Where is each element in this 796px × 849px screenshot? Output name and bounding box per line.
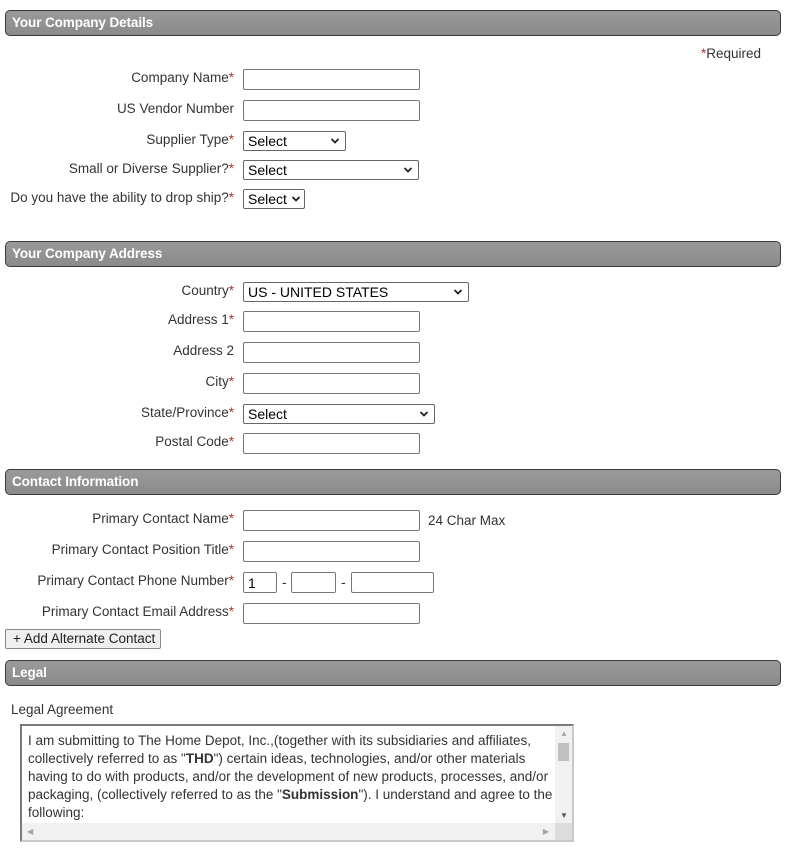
add-alternate-contact-button[interactable]: + Add Alternate Contact (5, 629, 161, 649)
legal-agreement-text: I am submitting to The Home Depot, Inc.,(together with its subsidiaries and affiliates, collectively referred to as "THD") certain ideas, technologies, and/or other materials having to do with products, and/or the development of new products, processes, and/or packaging, (collectively referred to as the "Submission"). I understand and agree to the following: (28, 733, 553, 820)
us-vendor-number-label: US Vendor Number (116, 101, 234, 116)
required-note (701, 46, 761, 61)
country-label: Country* (181, 283, 234, 298)
address2-input[interactable] (243, 342, 420, 363)
legal-agreement-textarea[interactable] (20, 724, 574, 842)
phone-country-code-input[interactable] (243, 572, 277, 593)
vertical-scrollbar[interactable] (555, 726, 572, 824)
drop-ship-select[interactable] (243, 189, 305, 209)
drop-ship-label: Do you have the ability to drop ship?* (10, 190, 234, 205)
supplier-type-select[interactable] (243, 131, 346, 151)
address1-label: Address 1* (167, 312, 234, 327)
chevron-down-icon (403, 165, 413, 175)
horizontal-scrollbar[interactable] (22, 823, 555, 840)
scroll-right-arrow-icon[interactable]: ▶ (542, 827, 549, 836)
state-province-value: Select (248, 406, 287, 422)
primary-contact-email-input[interactable] (243, 603, 420, 624)
postal-code-label: Postal Code* (155, 434, 234, 449)
primary-contact-name-label: Primary Contact Name* (92, 511, 234, 526)
section-header-legal: Legal (5, 660, 781, 686)
scroll-left-arrow-icon[interactable]: ◀ (27, 827, 34, 836)
required-asterisk: * (700, 46, 707, 61)
primary-contact-title-label: Primary Contact Position Title* (51, 542, 234, 557)
address2-label: Address 2 (173, 343, 234, 358)
supplier-type-label: Supplier Type* (146, 132, 234, 147)
postal-code-input[interactable] (243, 433, 420, 454)
scroll-up-arrow-icon[interactable]: ▲ (560, 729, 568, 738)
phone-number-input[interactable] (351, 572, 434, 593)
state-province-select[interactable] (243, 404, 435, 424)
small-diverse-supplier-select[interactable] (243, 160, 419, 180)
small-diverse-supplier-label: Small or Diverse Supplier?* (68, 161, 234, 176)
country-value: US - UNITED STATES (248, 284, 389, 300)
phone-area-code-input[interactable] (291, 572, 336, 593)
company-name-label: Company Name* (131, 70, 234, 85)
char-max-hint: 24 Char Max (428, 513, 506, 528)
chevron-down-icon (330, 136, 340, 146)
phone-separator: - (282, 574, 287, 590)
us-vendor-number-input[interactable] (243, 100, 420, 121)
primary-contact-title-input[interactable] (243, 541, 420, 562)
city-input[interactable] (243, 373, 420, 394)
section-header-company-details: Your Company Details (5, 10, 781, 36)
required-note-text: Required (706, 46, 761, 61)
primary-contact-name-input[interactable] (243, 510, 420, 531)
chevron-down-icon (419, 409, 429, 419)
company-name-input[interactable] (243, 69, 420, 90)
scrollbar-corner (555, 823, 572, 840)
primary-contact-phone-label: Primary Contact Phone Number* (37, 573, 234, 588)
section-header-contact-information: Contact Information (5, 469, 781, 495)
city-label: City* (205, 374, 234, 389)
vertical-scroll-thumb[interactable] (558, 743, 569, 761)
supplier-type-value: Select (248, 133, 287, 149)
small-diverse-supplier-value: Select (248, 162, 287, 178)
state-province-label: State/Province* (140, 405, 234, 420)
legal-agreement-label: Legal Agreement (11, 702, 114, 717)
address1-input[interactable] (243, 311, 420, 332)
country-select[interactable] (243, 282, 469, 302)
chevron-down-icon (291, 194, 301, 204)
scroll-down-arrow-icon[interactable]: ▼ (560, 811, 568, 820)
phone-separator: - (341, 574, 346, 590)
primary-contact-email-label: Primary Contact Email Address* (41, 604, 234, 619)
section-header-company-address: Your Company Address (5, 241, 781, 267)
chevron-down-icon (453, 287, 463, 297)
drop-ship-value: Select (248, 191, 287, 207)
